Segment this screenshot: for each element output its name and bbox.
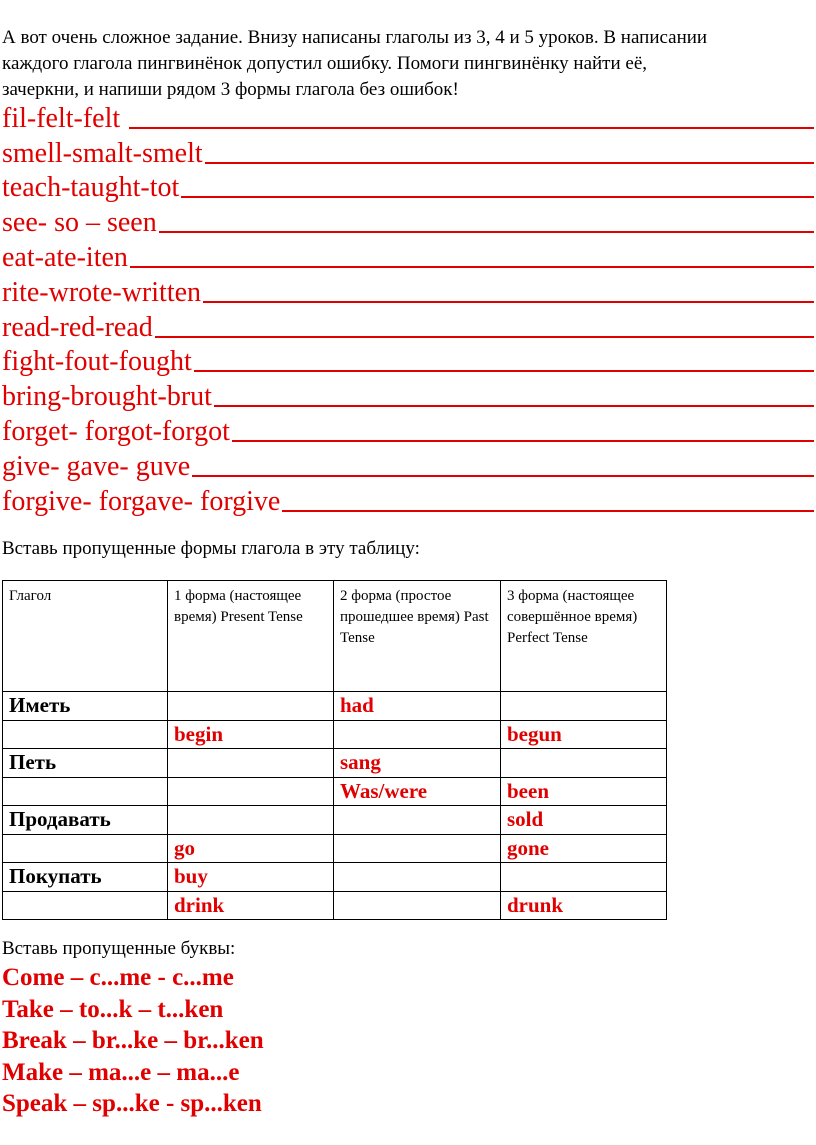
table-row <box>3 692 667 721</box>
table-header-row <box>3 581 667 692</box>
verb-text: rite-wrote-written <box>2 276 202 308</box>
letter-exercise: Break – br...ke – br...ken <box>2 1027 264 1054</box>
answer-line[interactable] <box>205 162 814 164</box>
verb-forms-table <box>2 580 667 920</box>
form1-cell[interactable]: buy <box>168 863 334 892</box>
answer-line[interactable] <box>232 440 814 442</box>
form1-cell[interactable]: go <box>168 834 334 863</box>
intro-line-2: каждого глагола пингвинёнок допустил ошибку. Помоги пингвинёнку найти её, <box>2 53 648 74</box>
verb-row <box>2 170 814 205</box>
answer-line[interactable] <box>181 196 814 198</box>
letter-exercise: Make – ma...e – ma...e <box>2 1058 240 1086</box>
form1-cell[interactable]: drink <box>168 891 334 920</box>
form2-cell[interactable]: had <box>334 692 501 721</box>
table-row <box>3 777 667 806</box>
verb-cell: Иметь <box>3 692 168 721</box>
intro-line-3: зачеркни, и напиши рядом 3 формы глагола без ошибок! <box>2 79 459 100</box>
form2-cell[interactable] <box>334 720 501 749</box>
form2-cell[interactable] <box>334 806 501 835</box>
verb-row <box>2 135 814 170</box>
verb-row <box>2 204 814 239</box>
answer-line[interactable] <box>203 301 814 303</box>
verb-text: smell-smalt-smelt <box>2 137 203 169</box>
table-row <box>3 720 667 749</box>
form2-cell[interactable] <box>334 891 501 920</box>
form3-cell[interactable]: gone <box>501 834 667 863</box>
answer-line[interactable] <box>130 266 814 268</box>
verb-text: see- so – seen <box>2 207 157 239</box>
letter-exercise: Come – c...me - c...me <box>2 964 234 991</box>
verb-text: give- gave- guve <box>2 450 191 482</box>
answer-line[interactable] <box>129 127 814 129</box>
letter-exercise: Take – to...k – t...ken <box>2 995 224 1023</box>
form3-cell[interactable]: been <box>501 777 667 806</box>
letters-instruction: Вставь пропущенные буквы: <box>2 938 236 959</box>
form3-cell[interactable] <box>501 692 667 721</box>
verb-row <box>2 378 814 413</box>
form1-cell[interactable]: begin <box>168 720 334 749</box>
verb-text: forgive- forgave- forgive <box>2 485 281 517</box>
header-cell-form2: 2 форма (простое прошедшее время) Past Tense <box>334 581 501 692</box>
form3-cell[interactable]: sold <box>501 806 667 835</box>
table-row <box>3 834 667 863</box>
letter-exercise: Speak – sp...ke - sp...ken <box>2 1090 262 1117</box>
form2-cell[interactable]: Was/were <box>334 777 501 806</box>
form1-cell[interactable] <box>168 806 334 835</box>
verb-row <box>2 344 814 379</box>
verb-row <box>2 413 814 448</box>
verb-cell <box>3 834 168 863</box>
answer-line[interactable] <box>155 336 814 338</box>
verb-text: forget- forgot-forgot <box>2 415 230 447</box>
verb-text: bring-brought-brut <box>2 381 212 413</box>
table-row <box>3 806 667 835</box>
verb-text: eat-ate-iten <box>2 241 128 273</box>
verb-row <box>2 100 814 135</box>
form1-cell[interactable] <box>168 749 334 778</box>
verb-text: fight-fout-fought <box>2 346 192 378</box>
form3-cell[interactable] <box>501 863 667 892</box>
header-cell-form3: 3 форма (настоящее совершённое время) Perfect Tense <box>501 581 667 692</box>
verb-row <box>2 483 814 518</box>
verb-cell: Продавать <box>3 806 168 835</box>
intro-line-1: А вот очень сложное задание. Внизу написаны глаголы из 3, 4 и 5 уроков. В написании <box>2 27 708 48</box>
form3-cell[interactable]: begun <box>501 720 667 749</box>
form1-cell[interactable] <box>168 777 334 806</box>
verb-exercise-list <box>2 100 814 518</box>
answer-line[interactable] <box>214 405 814 407</box>
form3-cell[interactable] <box>501 749 667 778</box>
form2-cell[interactable] <box>334 834 501 863</box>
answer-line[interactable] <box>159 231 814 233</box>
verb-row <box>2 274 814 309</box>
answer-line[interactable] <box>192 475 814 477</box>
missing-letters-list <box>2 962 264 1120</box>
verb-cell <box>3 720 168 749</box>
header-cell-form1: 1 форма (настоящее время) Present Tense <box>168 581 334 692</box>
verb-text: teach-taught-tot <box>2 172 180 204</box>
form2-cell[interactable] <box>334 863 501 892</box>
answer-line[interactable] <box>194 370 814 372</box>
answer-line[interactable] <box>282 510 814 512</box>
verb-text: fil-felt-felt <box>2 102 128 134</box>
verb-cell: Петь <box>3 749 168 778</box>
intro-text <box>2 25 802 103</box>
form2-cell[interactable]: sang <box>334 749 501 778</box>
verb-row <box>2 239 814 274</box>
table-row <box>3 891 667 920</box>
table-row <box>3 863 667 892</box>
verb-cell: Покупать <box>3 863 168 892</box>
verb-row <box>2 309 814 344</box>
table-row <box>3 749 667 778</box>
verb-cell <box>3 777 168 806</box>
table-instruction: Вставь пропущенные формы глагола в эту таблицу: <box>2 538 420 559</box>
form3-cell[interactable]: drunk <box>501 891 667 920</box>
verb-row <box>2 448 814 483</box>
form1-cell[interactable] <box>168 692 334 721</box>
verb-text: read-red-read <box>2 311 153 343</box>
header-cell-verb: Глагол <box>3 581 168 692</box>
verb-cell <box>3 891 168 920</box>
